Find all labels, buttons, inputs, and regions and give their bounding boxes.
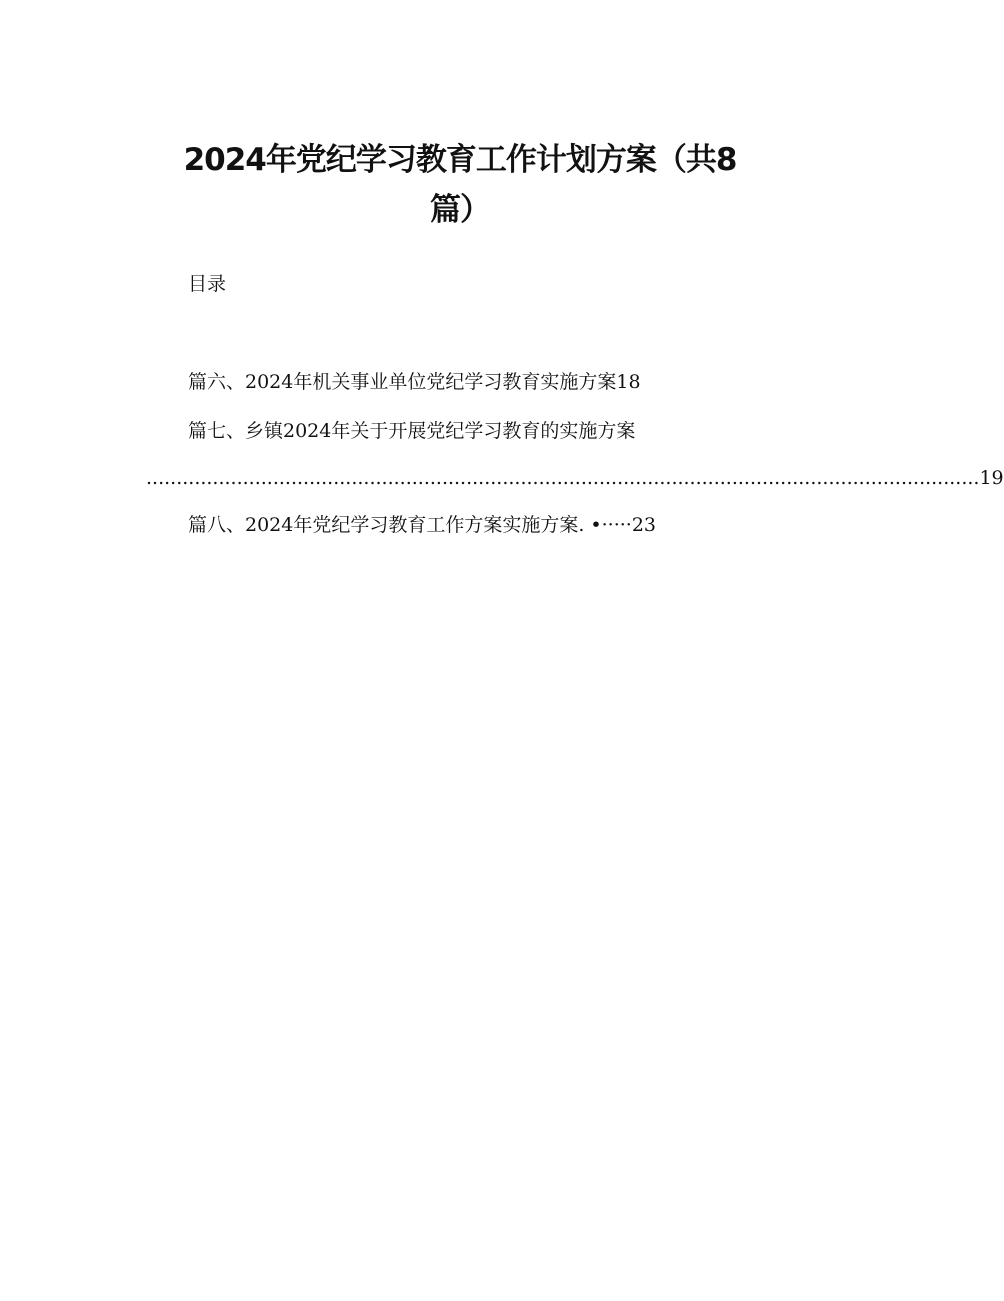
toc-entry-6[interactable]: 篇六、2024年机关事业单位党纪学习教育实施方案18 [188, 371, 641, 393]
toc-entry-7-leader[interactable] [146, 465, 1004, 491]
document-title-line1: 2024年党纪学习教育工作计划方案（共8 [183, 142, 737, 178]
document-title-line2: 篇） [430, 192, 490, 228]
toc-entry-7-page-number: 19 [979, 467, 1004, 489]
toc-leader-dots: .......................................................................................................................................... [146, 467, 980, 489]
toc-heading: 目录 [188, 273, 227, 295]
toc-entry-8[interactable]: 篇八、2024年党纪学习教育工作方案实施方案. •·····23 [188, 514, 657, 536]
toc-entry-7[interactable]: 篇七、乡镇2024年关于开展党纪学习教育的实施方案 [188, 420, 636, 442]
